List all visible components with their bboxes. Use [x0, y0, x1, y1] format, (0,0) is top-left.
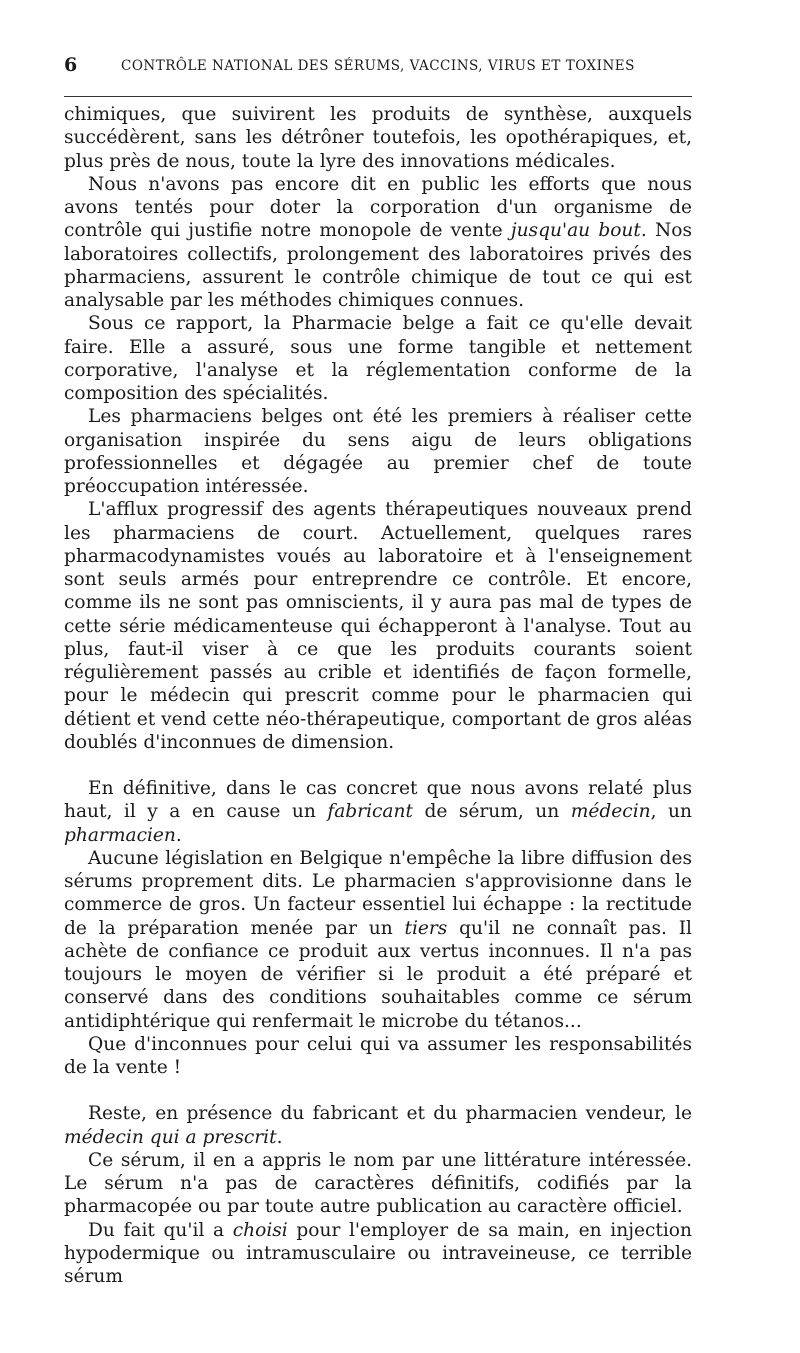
paragraph-8 [64, 1033, 692, 1080]
text-segment: Que d'inconnues pour celui qui va assumer les responsabilités de la vente ! [64, 1033, 692, 1078]
text-segment: Aucune législation en Belgique n'empêche la libre diffusion des sérums proprement dits. Le pharmacien s'approvisionne dans le commerce de gros. Un facteur essentiel lui échappe : la rectitude de la préparation menée par un [64, 847, 692, 939]
body-text [64, 103, 692, 1288]
text-segment: Nous n'avons pas encore dit en public les efforts que nous avons tentés pour doter la corporation d'un organisme de contrôle qui justifie notre monopole de vente [64, 173, 692, 242]
italic-phrase: médecin [570, 801, 651, 823]
text-segment: pour l'employer de sa main, en injection hypodermique ou intramusculaire ou intraveineuse, ce terrible sérum [64, 1219, 692, 1287]
italic-phrase: fabricant [327, 801, 413, 823]
text-segment: . [175, 824, 182, 846]
text-segment: qu'il ne connaît pas. Il achète de confiance ce produit aux vertus inconnues. Il n'a pas toujours le moyen de vérifier si le produit a été préparé et conservé dans des conditions souhaitables comme ce sérum antidiphtérique qui renfermait le microbe du tétanos... [64, 917, 692, 1032]
text-segment: chimiques, que suivirent les produits de synthèse, auxquels succédèrent, sans les détrôner toutefois, les opothérapiques, et, plus près de nous, toute la lyre des innovations médicales. [64, 104, 692, 172]
italic-phrase: tiers [404, 917, 448, 939]
paragraph-3 [64, 312, 692, 405]
text-segment: , un [650, 801, 692, 823]
text-segment: En définitive, dans le cas concret que nous avons relaté plus haut, il y a en cause un [64, 778, 692, 823]
paragraph-11 [64, 1219, 692, 1289]
paragraph-9 [64, 1102, 692, 1149]
paragraph-10 [64, 1149, 692, 1219]
paragraph-2 [64, 173, 692, 313]
italic-phrase: médecin qui a prescrit [64, 1126, 277, 1148]
text-segment: . [276, 1126, 283, 1148]
text-segment: Du fait qu'il a [88, 1219, 233, 1241]
italic-phrase: jusqu'au bout. [510, 220, 647, 242]
text-segment: Nos laboratoires collectifs, prolongement des laboratoires privés des pharmaciens, assurent le contrôle chimique de tout ce qui est analysable par les méthodes chimiques connues. [64, 220, 692, 311]
paragraph-6 [64, 777, 692, 847]
paragraph-4 [64, 405, 692, 498]
page-number: 6 [64, 54, 78, 76]
text-segment: de sérum, un [412, 801, 571, 823]
running-head [64, 54, 692, 82]
paragraph-7 [64, 847, 692, 1033]
text-segment: L'afflux progressif des agents thérapeutiques nouveaux prend les pharmaciens de court. Actuellement, quelques rares pharmacodynamistes voués au laboratoire et à l'enseignement sont seuls armés pour entreprendre ce contrôle. Et encore, comme ils ne sont pas omniscients, il y aura pas mal de types de cette série médicamenteuse qui échapperont à l'analyse. Tout au plus, faut-il viser à ce que les produits courants soient régulièrement passés au crible et identifiés de façon formelle, pour le médecin qui prescrit comme pour le pharmacien qui détient et vend cette néo-thérapeutique, comportant de gros aléas doublés d'inconnues de dimension. [64, 499, 692, 753]
text-segment: Les pharmaciens belges ont été les premiers à réaliser cette organisation inspirée du sens aigu de leurs obligations professionnelles et dégagée au premier chef de toute préoccupation intéressée. [64, 406, 692, 497]
paragraph-1 [64, 103, 692, 173]
italic-phrase: choisi [232, 1219, 288, 1241]
paragraph-5 [64, 498, 692, 754]
running-title: CONTRÔLE NATIONAL DES SÉRUMS, VACCINS, VIRUS ET TOXINES [121, 58, 635, 74]
italic-phrase: pharmacien [64, 824, 176, 846]
text-segment: Ce sérum, il en a appris le nom par une littérature intéressée. Le sérum n'a pas de caractères définitifs, codifiés par la pharmacopée ou par toute autre publication au caractère officiel. [64, 1149, 692, 1218]
header-rule [64, 96, 692, 97]
text-segment: Sous ce rapport, la Pharmacie belge a fait ce qu'elle devait faire. Elle a assuré, sous une forme tangible et nettement corporative, l'analyse et la réglementation conforme de la composition des spécialités. [64, 313, 692, 404]
text-segment: Reste, en présence du fabricant et du pharmacien vendeur, le [88, 1103, 692, 1125]
